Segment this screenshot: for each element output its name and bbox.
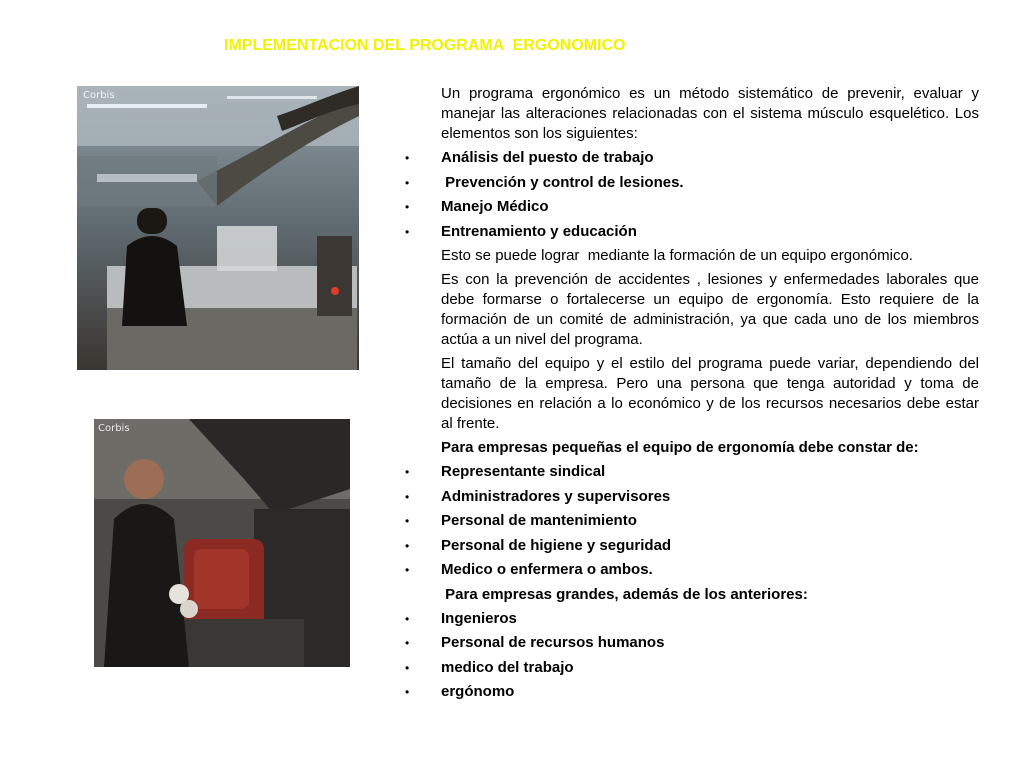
list-item: • Representante sindical <box>441 462 979 482</box>
list-item: • Administradores y supervisores <box>441 487 979 507</box>
bullet-icon <box>405 658 409 678</box>
list-item: • ergónomo <box>441 682 979 702</box>
large-company-heading: Para empresas grandes, además de los anteriores: <box>441 585 808 603</box>
intro-paragraph: Un programa ergonómico es un método sistemático de prevenir, evaluar y manejar las alteraciones relacionadas con el sistema músculo esquelético. Los elementos son los siguientes: <box>441 85 979 142</box>
worker-workshop-photo <box>94 419 350 667</box>
body-paragraph: Esto se puede lograr mediante la formación de un equipo ergonómico. <box>441 247 913 264</box>
bullet-icon <box>405 609 409 629</box>
photo-watermark: Corbis <box>98 423 130 434</box>
factory-assembly-photo <box>77 86 359 370</box>
list-item: • medico del trabajo <box>441 658 979 678</box>
bullet-icon <box>405 197 409 217</box>
list-item: • Manejo Médico <box>441 197 979 217</box>
bullet-icon <box>405 462 409 482</box>
bullet-icon <box>405 222 409 242</box>
bullet-icon <box>405 173 409 193</box>
list-item: • Personal de higiene y seguridad <box>441 536 979 556</box>
bullet-icon <box>405 682 409 702</box>
bullet-icon <box>405 633 409 653</box>
bullet-icon <box>405 487 409 507</box>
list-item: • Prevención y control de lesiones. <box>441 173 979 193</box>
small-company-heading: Para empresas pequeñas el equipo de ergonomía debe constar de: <box>441 439 919 456</box>
list-item: • Ingenieros <box>441 609 979 629</box>
body-paragraph: Es con la prevención de accidentes , lesiones y enfermedades laborales que debe formarse o fortalecerse un equipo de ergonomía. Esto requiere de la formación de un comité de administración, ya que cada uno de los miembros actúa a un nivel del programa. <box>441 271 979 348</box>
photo-watermark: Corbis <box>83 90 115 101</box>
slide-body <box>403 84 979 707</box>
list-item: • Personal de mantenimiento <box>441 511 979 531</box>
list-item: • Entrenamiento y educación <box>441 222 979 242</box>
bullet-icon <box>405 148 409 168</box>
list-item: • Personal de recursos humanos <box>441 633 979 653</box>
bullet-icon <box>405 511 409 531</box>
list-item: • Medico o enfermera o ambos. <box>441 560 979 580</box>
slide-title: IMPLEMENTACION DEL PROGRAMA ERGONOMICO <box>224 37 626 54</box>
bullet-icon <box>405 536 409 556</box>
body-paragraph: El tamaño del equipo y el estilo del programa puede variar, dependiendo del tamaño de la empresa. Pero una persona que tenga autoridad y toma de decisiones en relación a lo económico y de los recursos necesarios debe estar al frente. <box>441 355 979 432</box>
bullet-icon <box>405 560 409 580</box>
list-item: • Análisis del puesto de trabajo <box>441 148 979 168</box>
